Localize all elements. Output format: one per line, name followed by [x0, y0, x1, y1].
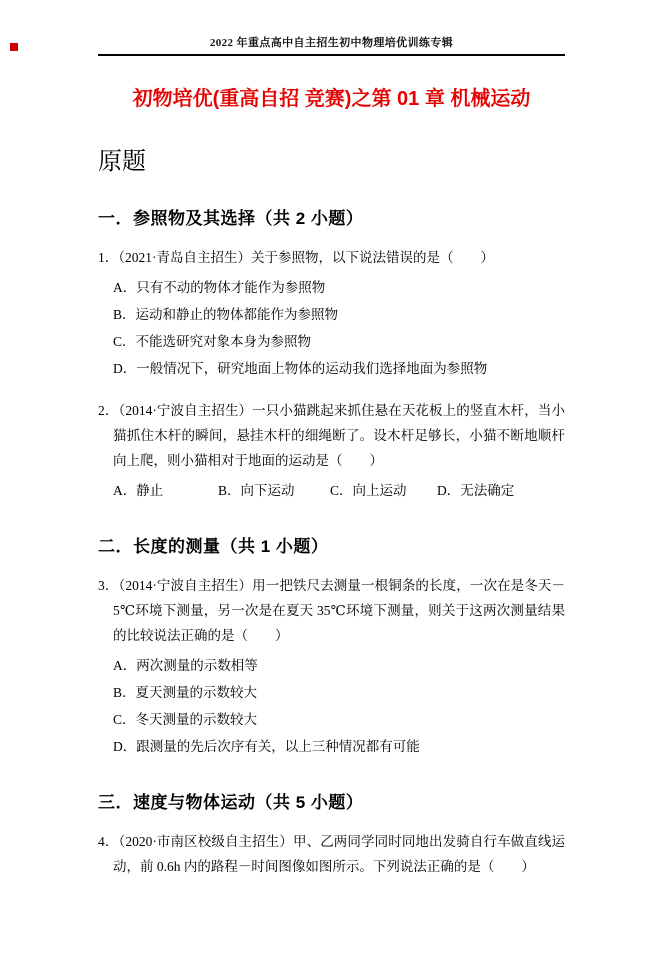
option-inline: D．无法确定	[437, 483, 515, 498]
option-inline: B．向下运动	[218, 483, 295, 498]
question-stem: 2．（2014·宁波自主招生）一只小猫跳起来抓住悬在天花板上的竖直木杆，当小猫抓住木杆的瞬间，悬挂木杆的细绳断了。设木杆足够长，小猫不断地顺杆向上爬，则小猫相对于地面的运动是（ ）	[98, 403, 565, 468]
question-stem: 1．（2021·青岛自主招生）关于参照物，以下说法错误的是（ ）	[98, 250, 494, 265]
question-stem: 4．（2020·市南区校级自主招生）甲、乙两同学同时同地出发骑自行车做直线运动，前 0.6h 内的路程－时间图像如图所示。下列说法正确的是（ ）	[98, 834, 565, 874]
header-divider-line	[98, 54, 565, 56]
section-heading: 二．长度的测量（共 1 小题）	[98, 537, 329, 556]
option-inline: A．静止	[113, 483, 164, 498]
document-page	[0, 34, 661, 879]
section-heading: 一．参照物及其选择（共 2 小题）	[98, 209, 364, 228]
section-heading: 三．速度与物体运动（共 5 小题）	[98, 793, 364, 812]
option-line: A．只有不动的物体才能作为参照物	[113, 280, 326, 295]
option-line: B．夏天测量的示数较大	[113, 685, 258, 700]
question-stem: 3．（2014·宁波自主招生）用一把铁尺去测量一根铜条的长度，一次在是冬天－5℃环境下测量，另一次是在夏天 35℃环境下测量，则关于这两次测量结果的比较说法正确的是（ ）	[98, 578, 565, 643]
option-line: C．冬天测量的示数较大	[113, 712, 258, 727]
option-inline: C．向上运动	[330, 483, 407, 498]
doc-heading: 原题	[98, 149, 146, 175]
option-line: D．一般情况下，研究地面上物体的运动我们选择地面为参照物	[113, 361, 488, 376]
page-title: 初物培优(重高自招 竞赛)之第 01 章 机械运动	[132, 88, 531, 110]
option-line: B．运动和静止的物体都能作为参照物	[113, 307, 339, 322]
page-header-text: 2022 年重点高中自主招生初中物理培优训练专辑	[209, 37, 454, 49]
option-line: C．不能选研究对象本身为参照物	[113, 334, 312, 349]
options-row	[98, 477, 565, 504]
questions-area	[98, 204, 565, 879]
corner-marker	[10, 43, 18, 51]
option-line: D．跟测量的先后次序有关，以上三种情况都有可能	[113, 739, 420, 754]
option-line: A．两次测量的示数相等	[113, 658, 258, 673]
